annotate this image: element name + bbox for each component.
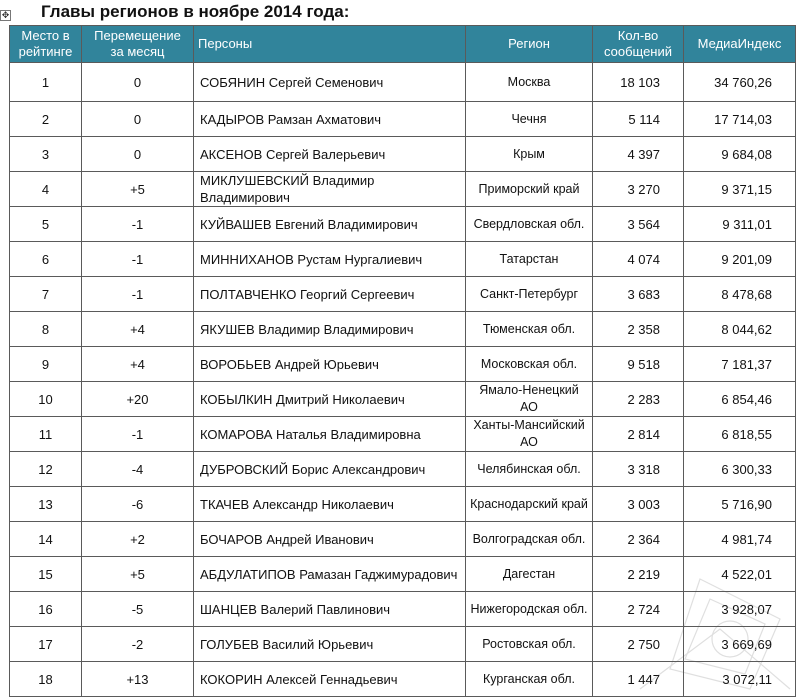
- cell-media-index: 7 181,37: [684, 347, 796, 382]
- cell-media-index: 3 072,11: [684, 662, 796, 697]
- cell-change: -6: [82, 487, 194, 522]
- cell-change: -4: [82, 452, 194, 487]
- cell-person: ТКАЧЕВ Александр Николаевич: [194, 487, 466, 522]
- cell-messages: 2 283: [593, 382, 684, 417]
- cell-rank: 16: [10, 592, 82, 627]
- cell-messages: 4 074: [593, 242, 684, 277]
- table-row: [10, 102, 796, 137]
- cell-region: Санкт-Петербург: [466, 277, 593, 312]
- cell-rank: 3: [10, 137, 82, 172]
- cell-change: +5: [82, 172, 194, 207]
- table-row: [10, 452, 796, 487]
- cell-rank: 10: [10, 382, 82, 417]
- cell-rank: 11: [10, 417, 82, 452]
- cell-messages: 3 683: [593, 277, 684, 312]
- cell-change: -1: [82, 417, 194, 452]
- cell-person: МИКЛУШЕВСКИЙ Владимир Владимирович: [194, 172, 466, 207]
- header-rank: Место в рейтинге: [10, 26, 82, 63]
- cell-region: Волгоградская обл.: [466, 522, 593, 557]
- cell-media-index: 34 760,26: [684, 63, 796, 102]
- cell-messages: 2 219: [593, 557, 684, 592]
- cell-region: Курганская обл.: [466, 662, 593, 697]
- table-row: [10, 172, 796, 207]
- cell-person: ПОЛТАВЧЕНКО Георгий Сергеевич: [194, 277, 466, 312]
- cell-change: -5: [82, 592, 194, 627]
- table-row: [10, 242, 796, 277]
- cell-rank: 7: [10, 277, 82, 312]
- table-row: [10, 592, 796, 627]
- cell-region: Москва: [466, 63, 593, 102]
- cell-rank: 6: [10, 242, 82, 277]
- cell-change: +20: [82, 382, 194, 417]
- cell-messages: 3 003: [593, 487, 684, 522]
- cell-person: ЯКУШЕВ Владимир Владимирович: [194, 312, 466, 347]
- header-person: Персоны: [194, 26, 466, 63]
- cell-region: Татарстан: [466, 242, 593, 277]
- cell-media-index: 9 684,08: [684, 137, 796, 172]
- table-row: [10, 487, 796, 522]
- cell-media-index: 8 044,62: [684, 312, 796, 347]
- cell-rank: 9: [10, 347, 82, 382]
- cell-region: Ямало-Ненецкий АО: [466, 382, 593, 417]
- cell-region: Тюменская обл.: [466, 312, 593, 347]
- cell-messages: 3 564: [593, 207, 684, 242]
- cell-messages: 2 724: [593, 592, 684, 627]
- cell-media-index: 9 371,15: [684, 172, 796, 207]
- cell-region: Свердловская обл.: [466, 207, 593, 242]
- cell-messages: 2 750: [593, 627, 684, 662]
- table-row: [10, 207, 796, 242]
- cell-person: АБДУЛАТИПОВ Рамазан Гаджимурадович: [194, 557, 466, 592]
- cell-person: ГОЛУБЕВ Василий Юрьевич: [194, 627, 466, 662]
- cell-rank: 14: [10, 522, 82, 557]
- table-row: [10, 312, 796, 347]
- cell-messages: 2 358: [593, 312, 684, 347]
- table-row: [10, 522, 796, 557]
- header-messages: Кол-во сообщений: [593, 26, 684, 63]
- cell-person: КОКОРИН Алексей Геннадьевич: [194, 662, 466, 697]
- cell-messages: 4 397: [593, 137, 684, 172]
- table-row: [10, 277, 796, 312]
- table-row: [10, 557, 796, 592]
- header-region: Регион: [466, 26, 593, 63]
- cell-rank: 1: [10, 63, 82, 102]
- cell-person: КОМАРОВА Наталья Владимировна: [194, 417, 466, 452]
- cell-media-index: 9 201,09: [684, 242, 796, 277]
- cell-region: Приморский край: [466, 172, 593, 207]
- cell-rank: 17: [10, 627, 82, 662]
- cell-rank: 8: [10, 312, 82, 347]
- cell-person: МИННИХАНОВ Рустам Нургалиевич: [194, 242, 466, 277]
- cell-person: ВОРОБЬЕВ Андрей Юрьевич: [194, 347, 466, 382]
- cell-media-index: 3 669,69: [684, 627, 796, 662]
- cell-messages: 5 114: [593, 102, 684, 137]
- cell-person: БОЧАРОВ Андрей Иванович: [194, 522, 466, 557]
- cell-media-index: 3 928,07: [684, 592, 796, 627]
- cell-region: Московская обл.: [466, 347, 593, 382]
- cell-change: +13: [82, 662, 194, 697]
- header-media-index: МедиаИндекс: [684, 26, 796, 63]
- table-row: [10, 382, 796, 417]
- cell-person: КАДЫРОВ Рамзан Ахматович: [194, 102, 466, 137]
- cell-change: -2: [82, 627, 194, 662]
- table-row: [10, 417, 796, 452]
- cell-region: Дагестан: [466, 557, 593, 592]
- cell-messages: 3 318: [593, 452, 684, 487]
- cell-change: -1: [82, 277, 194, 312]
- table-header-row: [10, 26, 796, 63]
- cell-rank: 4: [10, 172, 82, 207]
- cell-messages: 9 518: [593, 347, 684, 382]
- cell-messages: 2 364: [593, 522, 684, 557]
- cell-change: +2: [82, 522, 194, 557]
- cell-person: ШАНЦЕВ Валерий Павлинович: [194, 592, 466, 627]
- cell-rank: 2: [10, 102, 82, 137]
- cell-change: 0: [82, 137, 194, 172]
- cell-change: -1: [82, 242, 194, 277]
- cell-media-index: 4 981,74: [684, 522, 796, 557]
- cell-media-index: 8 478,68: [684, 277, 796, 312]
- cell-rank: 18: [10, 662, 82, 697]
- table-row: [10, 137, 796, 172]
- header-change: Перемещение за месяц: [82, 26, 194, 63]
- cell-change: 0: [82, 102, 194, 137]
- cell-rank: 12: [10, 452, 82, 487]
- cell-person: ДУБРОВСКИЙ Борис Александрович: [194, 452, 466, 487]
- table-row: [10, 63, 796, 102]
- cell-rank: 13: [10, 487, 82, 522]
- table-row: [10, 662, 796, 697]
- table-row: [10, 627, 796, 662]
- page-title: Главы регионов в ноябре 2014 года:: [41, 2, 350, 21]
- cell-region: Чечня: [466, 102, 593, 137]
- table-row: [10, 347, 796, 382]
- cell-region: Челябинская обл.: [466, 452, 593, 487]
- cell-region: Краснодарский край: [466, 487, 593, 522]
- cell-rank: 5: [10, 207, 82, 242]
- cell-messages: 2 814: [593, 417, 684, 452]
- cell-media-index: 6 818,55: [684, 417, 796, 452]
- cell-media-index: 9 311,01: [684, 207, 796, 242]
- cell-change: +4: [82, 312, 194, 347]
- cell-media-index: 4 522,01: [684, 557, 796, 592]
- cell-messages: 18 103: [593, 63, 684, 102]
- table-move-handle-icon[interactable]: ✥: [1, 10, 10, 20]
- cell-person: СОБЯНИН Сергей Семенович: [194, 63, 466, 102]
- cell-rank: 15: [10, 557, 82, 592]
- cell-region: Ростовская обл.: [466, 627, 593, 662]
- cell-region: Нижегородская обл.: [466, 592, 593, 627]
- cell-media-index: 5 716,90: [684, 487, 796, 522]
- cell-region: Крым: [466, 137, 593, 172]
- cell-person: АКСЕНОВ Сергей Валерьевич: [194, 137, 466, 172]
- ratings-table: [9, 25, 796, 697]
- cell-person: КОБЫЛКИН Дмитрий Николаевич: [194, 382, 466, 417]
- cell-change: 0: [82, 63, 194, 102]
- cell-messages: 3 270: [593, 172, 684, 207]
- cell-media-index: 6 854,46: [684, 382, 796, 417]
- cell-messages: 1 447: [593, 662, 684, 697]
- cell-media-index: 17 714,03: [684, 102, 796, 137]
- cell-region: Ханты-Мансийский АО: [466, 417, 593, 452]
- cell-change: +4: [82, 347, 194, 382]
- cell-change: +5: [82, 557, 194, 592]
- cell-person: КУЙВАШЕВ Евгений Владимирович: [194, 207, 466, 242]
- cell-media-index: 6 300,33: [684, 452, 796, 487]
- cell-change: -1: [82, 207, 194, 242]
